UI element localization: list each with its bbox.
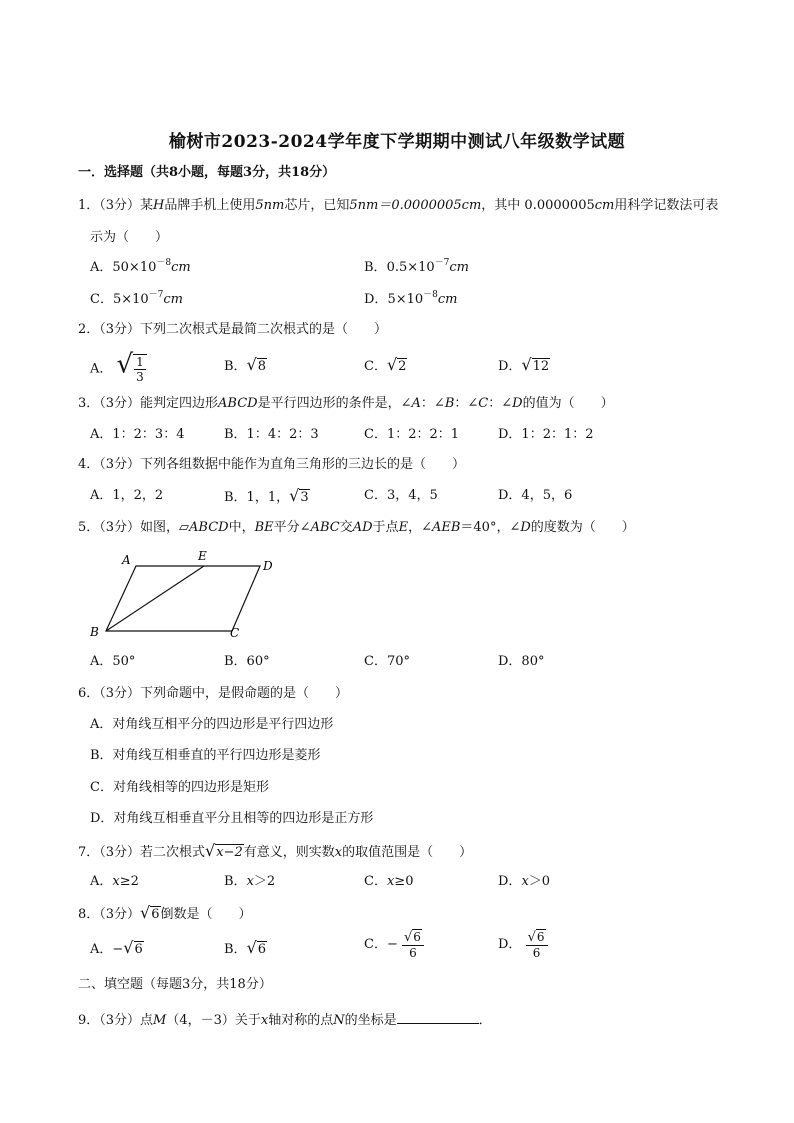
q7-option-a[interactable]: A．x≥2 (90, 874, 139, 889)
q4-option-a[interactable]: A．1，2，2 (90, 488, 164, 503)
q5-option-d[interactable]: D．80° (498, 654, 545, 669)
label-point-d: D (263, 559, 273, 573)
question-1-options-row2 (90, 290, 730, 312)
section-fill-in-heading: 二、填空题（每题3分，共18分） (78, 977, 272, 992)
label-point-c: C (230, 626, 240, 640)
q6-option-a[interactable]: A．对角线互相平分的四边形是平行四边形 (90, 717, 334, 732)
q1-option-d[interactable]: D．$5\times 10^{-8}cm$ (364, 290, 458, 307)
q3-option-a[interactable]: A．1：2：3：4 (90, 427, 185, 442)
label-point-a: A (122, 553, 131, 567)
q9-answer-blank[interactable] (397, 1009, 479, 1024)
q8-option-b[interactable]: B．√6 (224, 938, 267, 957)
label-point-e: E (198, 549, 207, 563)
q6-option-b[interactable]: B．对角线互相垂直的平行四边形是菱形 (90, 748, 321, 763)
q1-option-c[interactable]: C．$5\times 10^{-7}cm$ (90, 290, 184, 307)
section-multiple-choice-heading: 一．选择题（共8小题，每题3分，共18分） (78, 165, 336, 180)
q1-option-a[interactable]: A．$50\times 10^{-8}cm$ (90, 258, 191, 275)
q3-option-c[interactable]: C．1：2：2：1 (364, 427, 460, 442)
exam-title: 榆树市2023-2024学年度下学期期中测试八年级数学试题 (168, 132, 626, 152)
q5-option-b[interactable]: B．60° (224, 654, 270, 669)
q8-option-c[interactable]: C．− $\frac{√6}{6}$ (364, 930, 424, 960)
question-8-stem: 8．（3分）√6倒数是（ ） (78, 903, 252, 922)
question-2-stem: 2．（3分）下列二次根式是最简二次根式的是（ ） (78, 322, 388, 337)
q1-option-b[interactable]: B．$0.5\times 10^{-7}cm$ (364, 258, 470, 275)
question-4-options (90, 486, 730, 508)
q4-option-c[interactable]: C．3，4，5 (364, 488, 438, 503)
question-3-stem: 3．（3分）能判定四边形ABCD是平行四边形的条件是，∠A：∠B：∠C：∠D的值为（ ） (78, 396, 614, 411)
question-4-stem: 4．（3分）下列各组数据中能作为直角三角形的三边长的是（ ） (78, 457, 466, 472)
question-5-stem: 5．（3分）如图，▱ABCD中，BE平分∠ABC交AD于点E，∠AEB＝40°，∠D的度数为（ ） (78, 520, 635, 535)
q3-option-d[interactable]: D．1：2：1：2 (498, 427, 594, 442)
question-1-options-row1 (90, 258, 730, 280)
q8-option-d[interactable]: D． $\frac{√6}{6}$ (498, 930, 548, 960)
question-5-options (90, 652, 730, 674)
q5-option-a[interactable]: A．50° (90, 654, 136, 669)
question-6-stem: 6．（3分）下列命题中，是假命题的是（ ） (78, 686, 349, 701)
q4-option-d[interactable]: D．4，5，6 (498, 488, 573, 503)
question-1-stem-line2: 示为（ ） (90, 230, 169, 245)
q2-option-d[interactable]: D．√12 (498, 355, 550, 374)
parallelogram-abcd (106, 566, 260, 631)
q6-option-d[interactable]: D．对角线互相垂直平分且相等的四边形是正方形 (90, 811, 374, 826)
q2-option-b[interactable]: B．√8 (224, 355, 267, 374)
q2-option-c[interactable]: C．√2 (364, 355, 407, 374)
q8-option-a[interactable]: A．−√6 (90, 938, 143, 957)
question-9-stem: 9．（3分）点M（4，－3）关于x轴对称的点N的坐标是 ． (78, 1009, 492, 1030)
parallelogram-figure (84, 548, 294, 644)
q5-option-c[interactable]: C．70° (364, 654, 410, 669)
q7-option-b[interactable]: B．x＞2 (224, 874, 276, 889)
q6-option-c[interactable]: C．对角线相等的四边形是矩形 (90, 780, 269, 795)
question-1-stem: 1．（3分）某H品牌手机上使用5nm芯片，已知5nm＝0.0000005cm，其中 0.0000005cm用科学记数法可表 (78, 198, 719, 213)
question-8-options (90, 930, 730, 970)
question-3-options (90, 425, 730, 447)
q4-option-b[interactable]: B．1，1，√3 (224, 486, 309, 505)
question-7-stem: 7．（3分）若二次根式√x−2有意义，则实数x的取值范围是（ ） (78, 841, 473, 860)
q3-option-b[interactable]: B．1：4：2：3 (224, 427, 319, 442)
q7-option-d[interactable]: D．x＞0 (498, 874, 551, 889)
question-7-options (90, 872, 730, 894)
q7-option-c[interactable]: C．x≥0 (364, 874, 414, 889)
question-2-options (90, 350, 730, 386)
label-point-b: B (90, 625, 99, 639)
q2-option-a[interactable]: A． √ $\frac{1}{3}$ (90, 354, 147, 384)
